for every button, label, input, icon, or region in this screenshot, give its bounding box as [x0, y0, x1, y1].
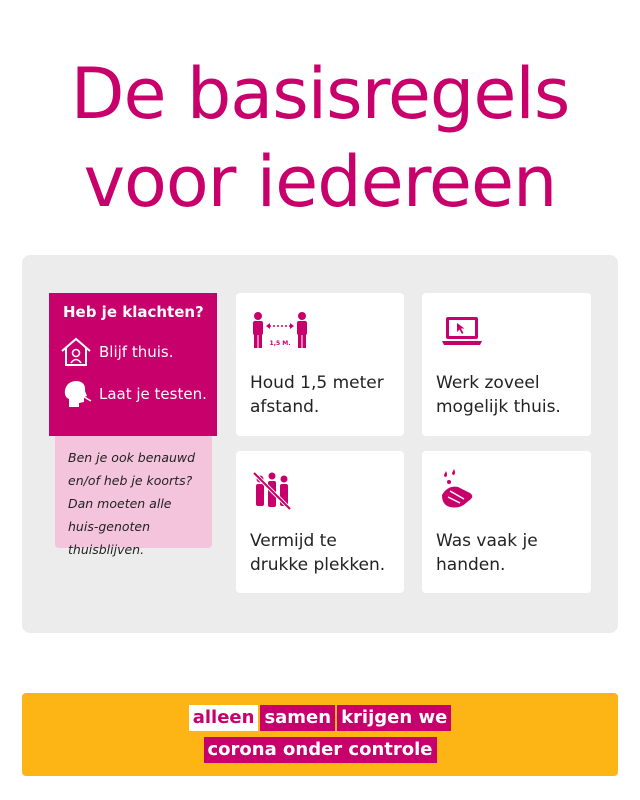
- slogan-word-krijgen-we: krijgen we: [337, 705, 451, 731]
- crowd-crossed-icon: [250, 469, 294, 513]
- handwashing-icon: [436, 469, 480, 513]
- get-tested-row: [59, 377, 207, 411]
- distance-icon: [250, 311, 310, 355]
- distance-icon-label: 1,5 M.: [269, 340, 291, 347]
- title-line-1: De basisregels: [70, 53, 570, 135]
- complaints-card: [49, 293, 217, 436]
- slogan-line-1: [22, 705, 618, 731]
- slogan-corona-onder-controle: corona onder controle: [204, 737, 437, 763]
- rule-card-wash-hands: [422, 451, 591, 593]
- rule-card-avoid-crowds: [236, 451, 404, 593]
- title-line-2: voor iedereen: [83, 141, 557, 223]
- rule-work-home-text: Werk zoveel mogelijk thuis.: [436, 373, 561, 417]
- house-icon: [59, 335, 93, 369]
- rule-distance-text: Houd 1,5 meter afstand.: [250, 373, 384, 417]
- laptop-icon: [436, 311, 488, 355]
- page-title: [0, 50, 640, 226]
- rule-card-work-home: [422, 293, 591, 436]
- person-testing-icon: [59, 377, 93, 411]
- stay-home-text: Blijf thuis.: [99, 343, 174, 361]
- slogan-word-alleen: alleen: [189, 705, 259, 731]
- slogan-banner: [22, 693, 618, 776]
- rule-card-distance: [236, 293, 404, 436]
- complaints-note-text: Ben je ook benauwd en/of heb je koorts? Dan moeten alle huis-genoten thuisblijven.: [68, 450, 196, 557]
- complaints-note: [55, 436, 212, 557]
- stay-home-row: [59, 335, 174, 369]
- complaints-heading: Heb je klachten?: [63, 303, 204, 321]
- rule-avoid-crowds-text: Vermijd te drukke plekken.: [250, 531, 386, 575]
- get-tested-text: Laat je testen.: [99, 385, 207, 403]
- slogan-line-2: [22, 737, 618, 763]
- rule-wash-hands-text: Was vaak je handen.: [436, 531, 538, 575]
- slogan-word-samen: samen: [260, 705, 335, 731]
